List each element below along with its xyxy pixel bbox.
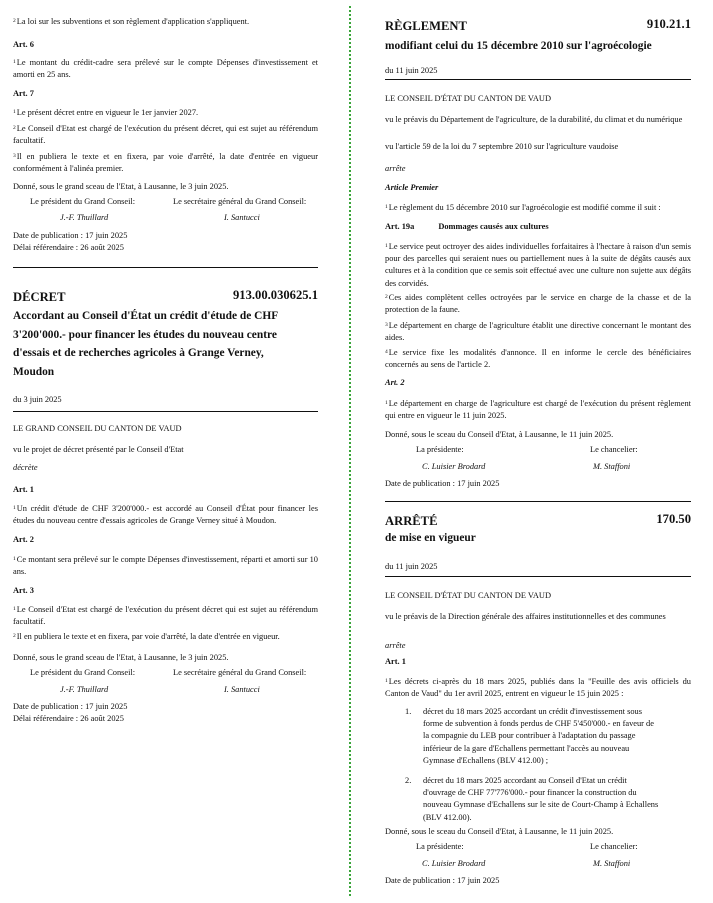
date-rule [385,79,691,80]
signatory-title: Le président du Grand Conseil: [30,197,136,206]
document-date: du 11 juin 2025 [385,562,438,571]
signatory-name: J.-F. Thuillard [60,213,109,222]
given-at: Donné, sous le grand sceau de l'Etat, à Lausanne, le 3 juin 2025. [13,182,229,191]
enacting-verb: décrète [13,463,38,472]
signatory-name: I. Santucci [224,685,260,694]
paragraph: $^1$Le règlement du 15 décembre 2010 sur l'agroécologie est modifié comme il suit : [385,203,661,212]
enacting-verb: arrête [385,164,406,173]
date-rule [13,411,318,412]
document-number: 910.21.1 [646,17,691,31]
document-date: du 11 juin 2025 [385,66,438,75]
order-title: de mise en vigueur [385,532,476,544]
article-heading: Art. 3 [13,586,34,595]
preamble: vu le préavis du Département de l'agriculture, de la durabilité, du climat et du numérique [385,115,683,124]
document-type: RÈGLEMENT [385,19,467,33]
issuing-authority: LE GRAND CONSEIL DU CANTON DE VAUD [13,424,182,433]
regulation-header [385,17,691,35]
section-rule [13,267,318,268]
signatory-name: C. Luisier Brodard [422,462,486,471]
signatory-title: Le secrétaire général du Grand Conseil: [173,197,307,206]
enacting-verb: arrête [385,641,406,650]
preamble: vu l'article 59 de la loi du 7 septembre 2010 sur l'agriculture vaudoise [385,142,619,151]
paragraph: $^2$La loi sur les subventions et son règlement d'application s'appliquent. [13,17,250,26]
paragraph: $^2$Il en publiera le texte et en fixera, par voie d'arrêté, la date d'entrée en vigueur. [13,632,280,641]
regulation-title: modifiant celui du 15 décembre 2010 sur l'agroécologie [385,40,652,52]
date-rule [385,576,691,577]
paragraph: $^3$Le département en charge de l'agriculture établit une directive concernant le montant des aides. [385,321,691,343]
signatory-title: Le chancelier: [590,445,638,454]
document-type: ARRÊTÉ [385,514,438,528]
paragraph: $^3$Il en publiera le texte et en fixera, par voie d'arrêté, la date d'entrée en vigueur conformément à l'alinéa premier. [13,152,318,174]
signatory-name: M. Staffoni [593,859,631,868]
referendum-deadline: Délai référendaire : 26 août 2025 [13,243,124,252]
title-line: 3'200'000.- pour financer les études du nouveau centre [13,328,277,341]
paragraph: $^2$Ces aides complètent celles octroyées par le service en charge de la chasse et de la protection de la faune. [385,293,691,315]
preamble: vu le projet de décret présenté par le Conseil d'Etat [13,445,184,454]
column-divider [349,6,351,896]
issuing-authority: LE CONSEIL D'ÉTAT DU CANTON DE VAUD [385,591,552,600]
referendum-deadline: Délai référendaire : 26 août 2025 [13,714,124,723]
paragraph: $^1$Les décrets ci-après du 18 mars 2025, publiés dans la "Feuille des avis officiels du Canton de Vaud" du 1er avril 2025, entrent en vigueur le 15 juin 2025 : [385,677,691,699]
paragraph: $^2$Le Conseil d'Etat est chargé de l'exécution du présent décret, qui est sujet au référendum facultatif. [13,124,318,146]
document-date: du 3 juin 2025 [13,395,62,404]
decree-list [405,706,661,824]
signatory-title: La présidente: [416,842,464,851]
given-at: Donné, sous le grand sceau de l'Etat, à Lausanne, le 3 juin 2025. [13,653,229,662]
article-heading: Art. 2 [385,378,405,387]
paragraph: $^1$Le département en charge de l'agriculture est chargé de l'exécution du présent règlement qui entre en vigueur le 11 juin 2025. [385,399,691,421]
decree-title [13,307,318,381]
article-heading: Art. 2 [13,535,34,544]
article-heading: Art. 7 [13,89,34,98]
document-number: 170.50 [656,512,691,526]
paragraph: $^1$Le montant du crédit-cadre sera prélevé sur le compte Dépenses d'investissement et amorti en 25 ans. [13,58,318,80]
title-line: Moudon [13,365,55,378]
section-rule [385,501,691,502]
signatory-title: Le chancelier: [590,842,638,851]
signatory-name: I. Santucci [224,213,260,222]
signatory-name: C. Luisier Brodard [422,859,486,868]
document-type: DÉCRET [13,290,66,304]
title-line: d'essais et de recherches agricoles à Grange Verney, [13,347,264,359]
publication-date: Date de publication : 17 juin 2025 [13,702,128,711]
paragraph: $^1$Le présent décret entre en vigueur le 1er janvier 2027. [13,108,199,117]
document-number: 913.00.030625.1 [232,288,318,302]
signatory-title: Le secrétaire général du Grand Conseil: [173,668,307,677]
order-header [385,512,691,530]
signatory-name: J.-F. Thuillard [60,685,109,694]
paragraph: $^1$Ce montant sera prélevé sur le compte Dépenses d'investissement, réparti et amorti sur 10 ans. [13,555,318,577]
signatory-title: Le président du Grand Conseil: [30,668,136,677]
article-heading: Art. 6 [13,40,34,49]
preamble: vu le préavis de la Direction générale des affaires institutionnelles et des communes [385,612,666,621]
list-item: 2. décret du 18 mars 2025 accordant au Conseil d'Etat un crédit d'ouvrage de CHF 77'776'000.- pour financer la construction du nouveau Gymnase d'Echallens sur le site de Court-Champ à Echallens (BLV 412.00). [405,776,659,822]
given-at: Donné, sous le sceau du Conseil d'Etat, à Lausanne, le 11 juin 2025. [385,430,614,439]
paragraph: $^1$Le service peut octroyer des aides individuelles forfaitaires à l'hectare à raison d'un semis pour des parcelles qui seraient nues ou partiellement nues à la suite de dégâts causés aux cultures et à la condition que ce semis soit effectué avec une culture non sujette aux dégâts des corvidés. [385,242,691,288]
signatory-name: M. Staffoni [593,462,631,471]
issuing-authority: LE CONSEIL D'ÉTAT DU CANTON DE VAUD [385,94,552,103]
paragraph: $^4$Le service fixe les modalités d'annonce. Il en informe le cercle des bénéficiaires concernés au sens de l'article 2. [385,348,691,370]
list-item: 1. décret du 18 mars 2025 accordant un crédit d'investissement sous forme de subvention à fonds perdus de CHF 5'450'000.- en faveur de la compagnie du LEB pour contribuer à l'adaptation du passage inférieur de la gare d'Echallens permettant l'accès au nouveau Gymnase d'Echallens (BLV 412.00) ; [405,707,654,765]
paragraph: $^1$Un crédit d'étude de CHF 3'200'000.- est accordé au Conseil d'État pour financer les études du nouveau centre d'essais agricoles de Grange Verney situé à Moudon. [13,504,318,526]
given-at: Donné, sous le sceau du Conseil d'Etat, à Lausanne, le 11 juin 2025. [385,827,614,836]
publication-date: Date de publication : 17 juin 2025 [385,876,500,885]
article-heading: Art. 19a Dommages causés aux cultures [385,222,549,231]
article-heading: Art. 1 [13,485,34,494]
decree-header [13,288,318,306]
signatory-title: La présidente: [416,445,464,454]
article-heading: Article Premier [385,183,439,192]
publication-date: Date de publication : 17 juin 2025 [13,231,128,240]
title-line: Accordant au Conseil d'État un crédit d'étude de CHF [13,310,279,322]
article-heading: Art. 1 [385,657,406,666]
publication-date: Date de publication : 17 juin 2025 [385,479,500,488]
paragraph: $^1$Le Conseil d'Etat est chargé de l'exécution du présent décret qui est sujet au référendum facultatif. [13,605,318,627]
